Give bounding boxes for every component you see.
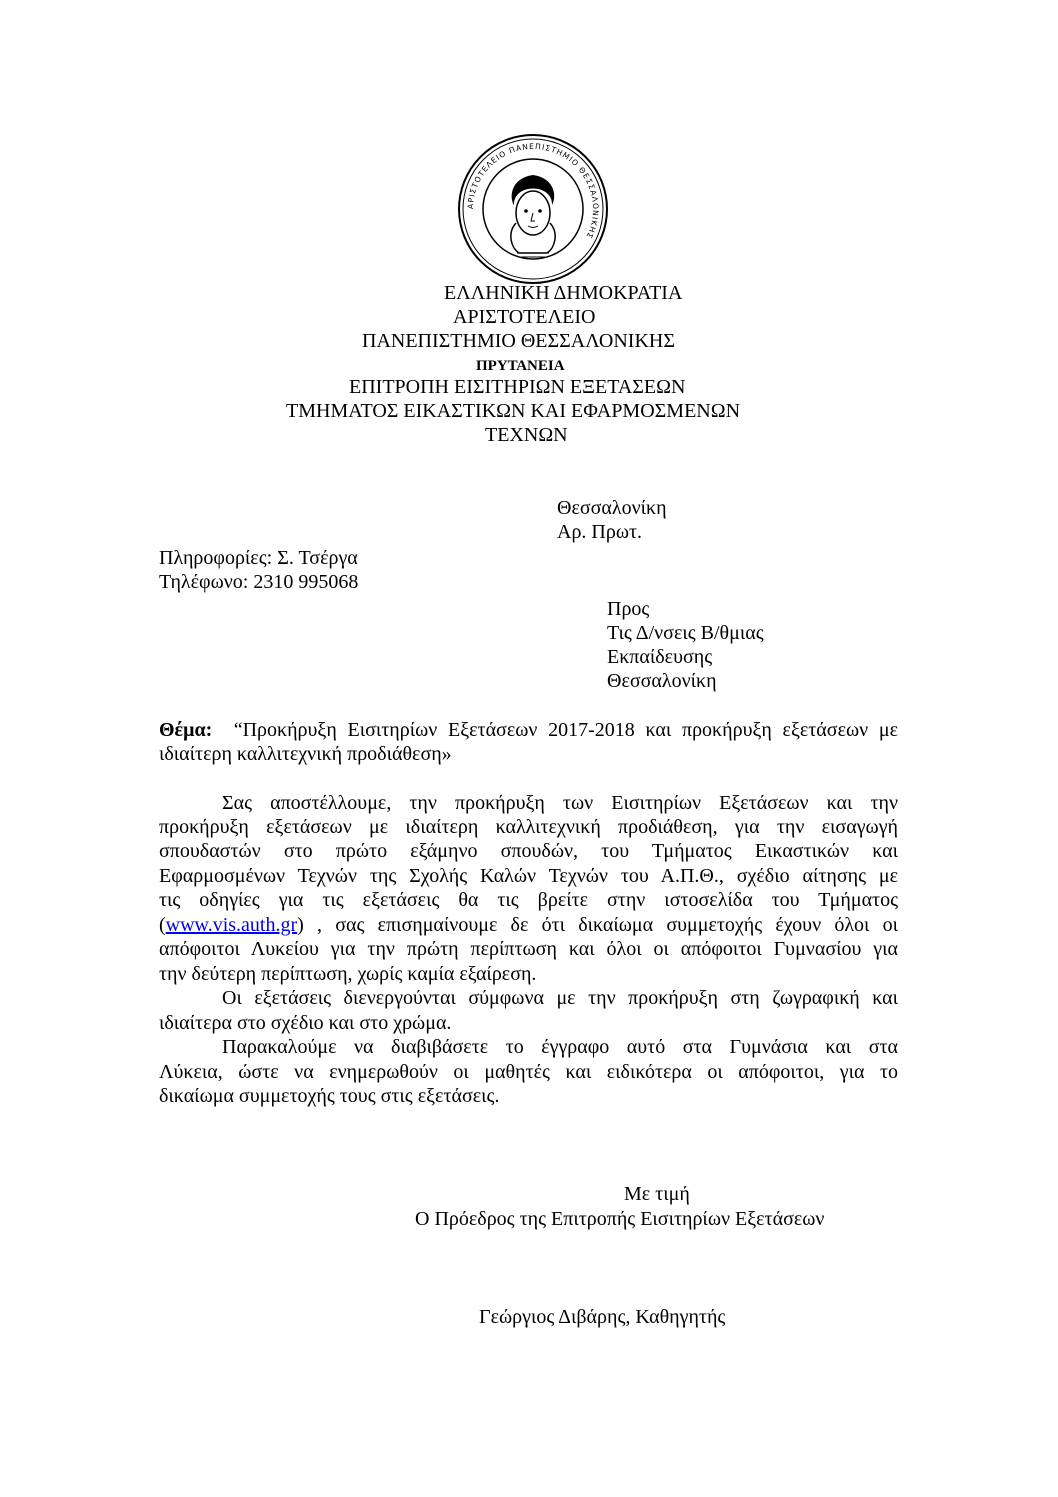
place: Θεσσαλονίκη — [557, 497, 667, 519]
header-line-republic: ΕΛΛΗΝΙΚΗ ΔΗΜΟΚΡΑΤΙΑ — [444, 282, 683, 304]
info-label: Πληροφορίες: — [159, 547, 273, 569]
header-line-arts: ΤΕΧΝΩΝ — [485, 424, 568, 446]
body-p1-line-6: (www.vis.auth.gr) , σας επισημαίνουμε δε ότι δικαίωμα συμμετοχής έχουν όλοι οι — [159, 914, 898, 936]
info-value: Σ. Τσέργα — [277, 547, 358, 569]
info-contact — [159, 546, 358, 570]
body-p1-line-4: Εφαρμοσμένων Τεχνών της Σχολής Καλών Τεχνών του Α.Π.Θ., σχέδιο αίτησης με — [159, 865, 898, 887]
header-line-rectorate: ΠΡΥΤΑΝΕΙΑ — [476, 358, 565, 374]
body-p1-line-2: προκήρυξη εξετάσεων με ιδιαίτερη καλλιτεχνική προδιάθεση, για την εισαγωγή — [159, 816, 898, 838]
body-p2-line-2: ιδιαίτερα στο σχέδιο και στο χρώμα. — [159, 1012, 452, 1034]
subject-text-1: “Προκήρυξη Εισιτηρίων Εξετάσεων 2017-2018 και προκήρυξη εξετάσεων με — [233, 719, 898, 741]
recipient-city: Θεσσαλονίκη — [607, 670, 717, 692]
body-p1-line-7: απόφοιτοι Λυκείου για την πρώτη περίπτωση και όλοι οι απόφοιτοι Γυμνασίου για — [159, 938, 898, 960]
info-phone — [159, 570, 358, 594]
body-p1-line-8: την δεύτερη περίπτωση, χωρίς καμία εξαίρεση. — [159, 963, 537, 985]
body-p1-line-1: Σας αποστέλλουμε, την προκήρυξη των Εισιτηρίων Εξετάσεων και την — [222, 792, 898, 814]
closing-title: Ο Πρόεδρος της Επιτροπής Εισιτηρίων Εξετάσεων — [415, 1208, 825, 1230]
signatory-name: Γεώργιος Διβάρης, Καθηγητής — [479, 1306, 726, 1328]
university-seal-icon — [457, 133, 609, 285]
header-line-department: ΤΜΗΜΑΤΟΣ ΕΙΚΑΣΤΙΚΩΝ ΚΑΙ ΕΦΑΡΜΟΣΜΕΝΩΝ — [286, 400, 741, 422]
body-p3-line-1: Παρακαλούμε να διαβιβάσετε το έγγραφο αυτό στα Γυμνάσια και στα — [222, 1036, 898, 1058]
recipient-education: Εκπαίδευσης — [607, 646, 713, 668]
protocol-number: Αρ. Πρωτ. — [557, 521, 643, 543]
subject-line-1: Θέμα: “Προκήρυξη Εισιτηρίων Εξετάσεων 2017-2018 και προκήρυξη εξετάσεων με — [159, 719, 898, 741]
body-p3-line-2: Λύκεια, ώστε να ενημερωθούν οι μαθητές και ειδικότερα οι απόφοιτοι, για το — [159, 1061, 898, 1083]
header-line-aristotle: ΑΡΙΣΤΟΤΕΛΕΙΟ — [453, 306, 596, 328]
subject-label: Θέμα — [159, 719, 206, 741]
body-p1-line-6-rest: ) , σας επισημαίνουμε δε ότι δικαίωμα συμμετοχής έχουν όλοι οι — [297, 914, 898, 936]
website-link[interactable]: www.vis.auth.gr — [165, 914, 298, 936]
body-p1-line-5: τις οδηγίες για τις εξετάσεις θα τις βρείτε στην ιστοσελίδα του Τμήματος — [159, 889, 898, 911]
body-p1-line-3: σπουδαστών στο πρώτο εξάμηνο σπουδών, του Τμήματος Εικαστικών και — [159, 840, 898, 862]
phone-label: Τηλέφωνο: — [159, 571, 249, 593]
recipient-to: Προς — [607, 598, 650, 620]
recipient-directorates: Τις Δ/νσεις Β/θμιας — [607, 622, 764, 644]
body-p3-line-3: δικαίωμα συμμετοχής τους στις εξετάσεις. — [159, 1085, 500, 1107]
subject-line-2: ιδιαίτερη καλλιτεχνική προδιάθεση» — [159, 743, 452, 765]
header-line-university: ΠΑΝΕΠΙΣΤΗΜΙΟ ΘΕΣΣΑΛΟΝΙΚΗΣ — [362, 330, 675, 352]
body-p2-line-1: Οι εξετάσεις διενεργούνται σύμφωνα με την προκήρυξη στη ζωγραφική και — [222, 987, 898, 1009]
phone-value: 2310 995068 — [253, 571, 359, 593]
closing-regards: Με τιμή — [624, 1183, 690, 1205]
header-line-committee: ΕΠΙΤΡΟΠΗ ΕΙΣΙΤΗΡΙΩΝ ΕΞΕΤΑΣΕΩΝ — [349, 376, 686, 398]
seal-inscription: ΑΡΙΣΤΟΤΕΛΕΙΟ ΠΑΝΕΠΙΣΤΗΜΙΟ ΘΕΣΣΑΛΟΝΙΚΗΣ — [465, 141, 601, 241]
